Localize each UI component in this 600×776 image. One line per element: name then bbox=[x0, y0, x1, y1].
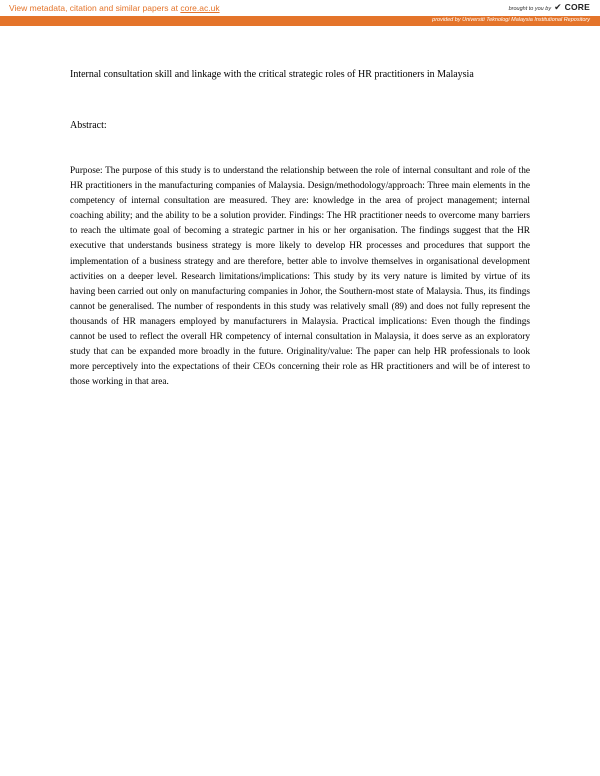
core-provided-bar bbox=[0, 16, 600, 26]
core-link-anchor[interactable]: core.ac.uk bbox=[180, 3, 220, 13]
core-metadata-link[interactable] bbox=[9, 3, 220, 13]
abstract-body: Purpose: The purpose of this study is to understand the relationship between the role of internal consultant and role of the HR practitioners in the manufacturing companies of Malaysia. Design/methodology/approach: Three main elements in the competency of internal consultation are measured. They are: knowledge in the area of project management; internal coaching ability; and the ability to be a solution provider. Findings: The HR practitioner needs to overcome many barriers to reach the ultimate goal of becoming a strategic partner in his or her organisation. The findings suggest that the HR executive that understands business strategy is more likely to develop HR processes and procedures that support the implementation of a business strategy and are therefore, better able to involve themselves in organisational development activities on a deeper level. Research limitations/implications: This study by its very nature is limited by virtue of its having been carried out only on manufacturing companies in Johor, the Southern-most state of Malaysia. Thus, its findings cannot be generalised. The number of respondents in this study was relatively small (89) and does not fully represent the thousands of HR managers employed by manufacturers in Malaysia. Practical implications: Even though the findings cannot be used to reflect the overall HR competency of internal consultation in Malaysia, it does serve as an exploratory study that can be expanded more broadly in the future. Originality/value: The paper can help HR professionals to look more perceptively into the expectations of their CEOs concerning their role as HR practitioners and will be of interest to those working in that area. bbox=[70, 166, 530, 388]
core-brand[interactable] bbox=[509, 2, 590, 13]
brought-by-text: brought to you by bbox=[508, 6, 552, 12]
core-logo-text: CORE bbox=[564, 2, 590, 12]
core-link-prefix: View metadata, citation and similar papers at bbox=[9, 3, 181, 13]
provided-by-text[interactable]: provided by Universiti Teknologi Malaysia Institutional Repository bbox=[432, 17, 590, 23]
paper-title: Internal consultation skill and linkage with the critical strategic roles of HR practitioners in Malaysia bbox=[70, 69, 474, 80]
core-logo-icon: ✔ bbox=[554, 2, 562, 12]
core-header bbox=[0, 0, 600, 16]
abstract-heading: Abstract: bbox=[70, 120, 107, 131]
